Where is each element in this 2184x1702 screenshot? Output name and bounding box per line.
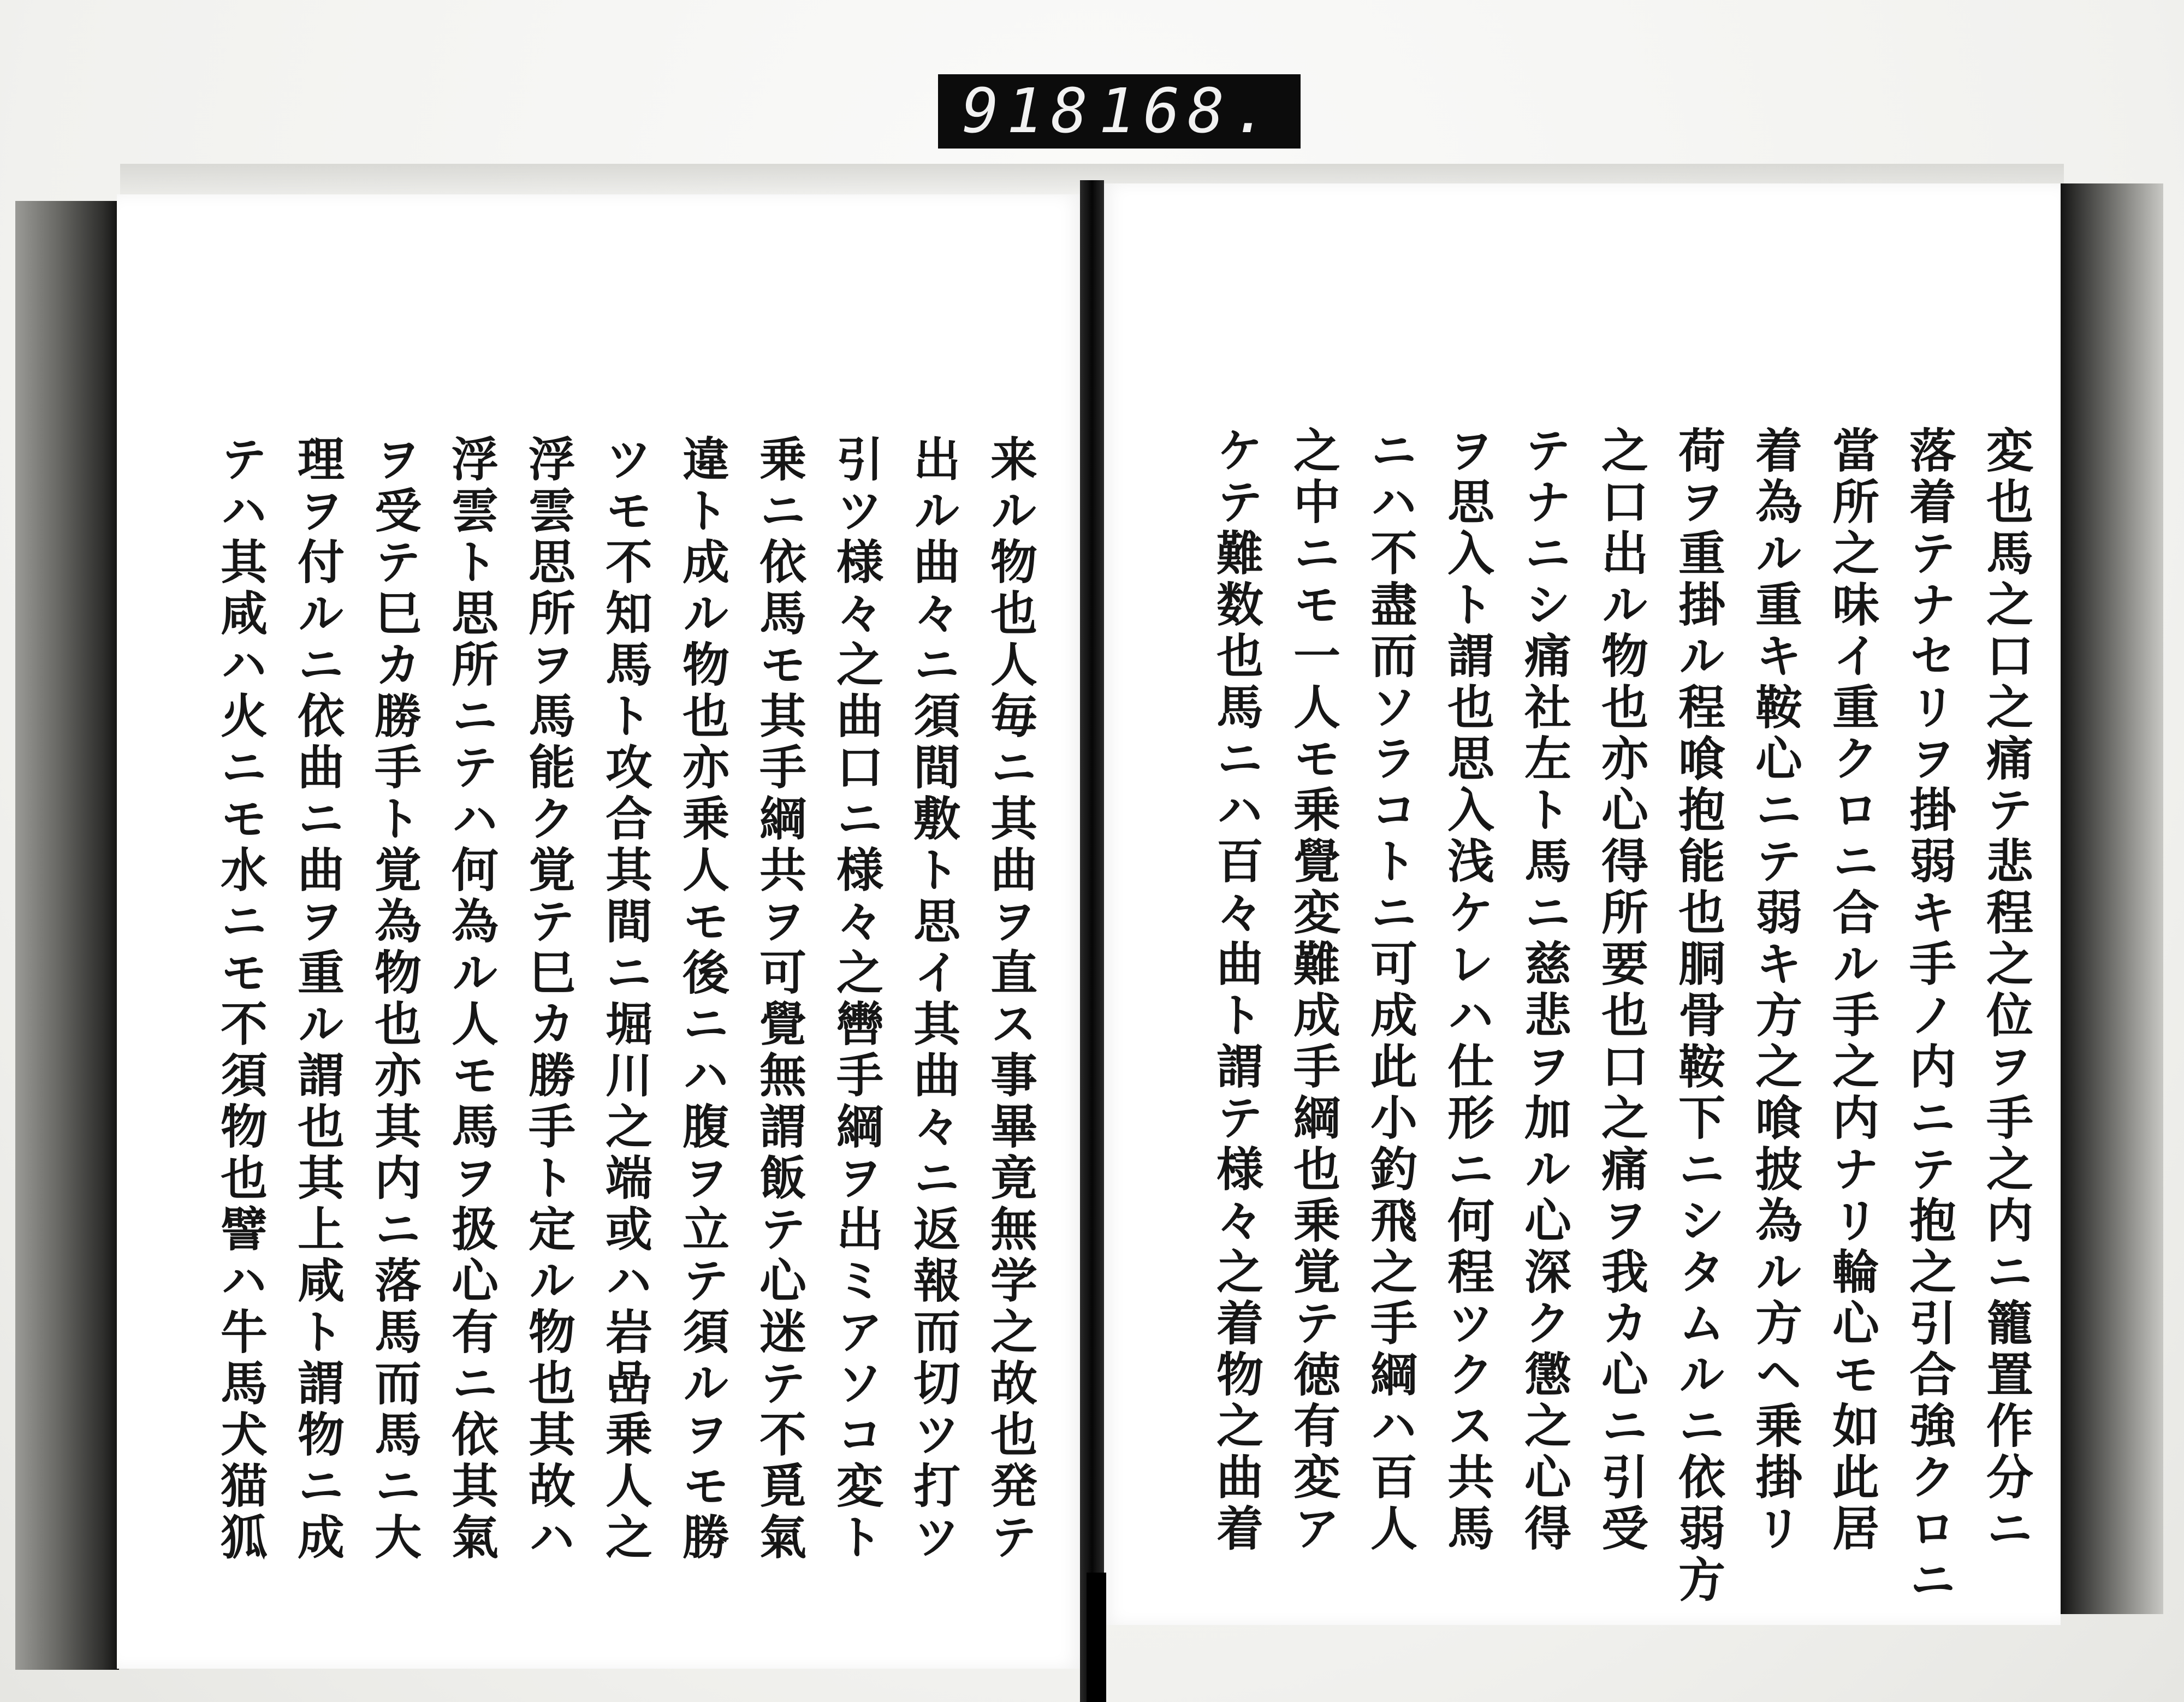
label-left-number: 918: [962, 76, 1096, 147]
text-column: 乗ニ依馬モ其手綱共ヲ可覺無謂飯テ心迷テ不覓氣: [751, 435, 806, 1564]
text-column: 之中ニモ一人モ乗覺変難成手綱也乗覚テ徳有変ア: [1285, 426, 1340, 1555]
text-column: 浮雲ト思所ニテハ何為ル人モ馬ヲ扱心有ニ依其氣: [443, 435, 498, 1564]
text-column: 落着テナセリヲ掛弱キ手ノ内ニテ抱之引合強クロニ: [1901, 426, 1956, 1606]
text-column: ヲ思入ト謂也思入浅ケレハ仕形ニ何程ツクス共馬: [1439, 426, 1494, 1555]
text-column: 着為ル重キ鞍心ニテ弱キ方之喰披為ル方ヘ乗掛リ: [1747, 426, 1802, 1555]
text-column: 當所之味イ重クロニ合ル手之内ナリ輪心モ如此居: [1824, 426, 1879, 1555]
right-page: [1101, 183, 2061, 1625]
text-column: 変也馬之口之痛テ悲程之位ヲ手之内ニ籠置作分ニ: [1978, 426, 2033, 1555]
right-page-text: [1101, 183, 2061, 1625]
text-column: 来ル物也人毎ニ其曲ヲ直ス事畢竟無学之故也発テ: [982, 435, 1037, 1564]
text-column: ヲ受テ巳カ勝手ト覚為物也亦其内ニ落馬而馬ニ大: [366, 435, 422, 1564]
text-column: ニハ不盡而ソラコトニ可成此小釣飛之手綱ハ百人: [1362, 426, 1417, 1555]
text-column: テハ其咸ハ火ニモ水ニモ不須物也譬ハ牛馬犬猫狐: [212, 435, 268, 1564]
left-page: [117, 194, 1083, 1669]
text-column: 違ト成ル物也亦乗人モ後ニハ腹ヲ立テ須ルヲモ勝: [674, 435, 729, 1564]
text-column: 之口出ル物也亦心得所要也口之痛ヲ我カ心ニ引受: [1593, 426, 1648, 1555]
label-right-number: 168.: [1099, 76, 1277, 147]
text-column: ツモ不知馬ト攻合其間ニ堀川之端或ハ岩嵒乗人之: [597, 435, 652, 1564]
book-gutter: [1080, 180, 1104, 1702]
text-column: 出ル曲々ニ須間敷ト思イ其曲々ニ返報而切ツ打ツ: [905, 435, 960, 1564]
left-page-text: [117, 194, 1083, 1669]
text-column: 理ヲ付ルニ依曲ニ曲ヲ重ル謂也其上咸ト謂物ニ成: [289, 435, 345, 1564]
archive-label-strip: [938, 74, 1301, 149]
left-page-stack-edge: [15, 201, 119, 1670]
text-column: 浮雲思所ヲ馬能ク覚テ巳カ勝手ト定ル物也其故ハ: [520, 435, 575, 1564]
text-column: ケテ難数也馬ニハ百々曲ト謂テ様々之着物之曲着: [1208, 426, 1263, 1555]
gutter-shadow-block: [1087, 1573, 1106, 1702]
text-column: 荷ヲ重掛ル程喰抱能也胴骨鞍下ニシタムルニ依弱方: [1670, 426, 1725, 1606]
text-column: テナニシ痛社左ト馬ニ慈悲ヲ加ル心深ク懲之心得: [1516, 426, 1571, 1555]
text-column: 引ツ様々之曲口ニ様々之轡手綱ヲ出ミアソコ変ト: [828, 435, 883, 1564]
right-page-stack-edge: [2060, 183, 2163, 1614]
